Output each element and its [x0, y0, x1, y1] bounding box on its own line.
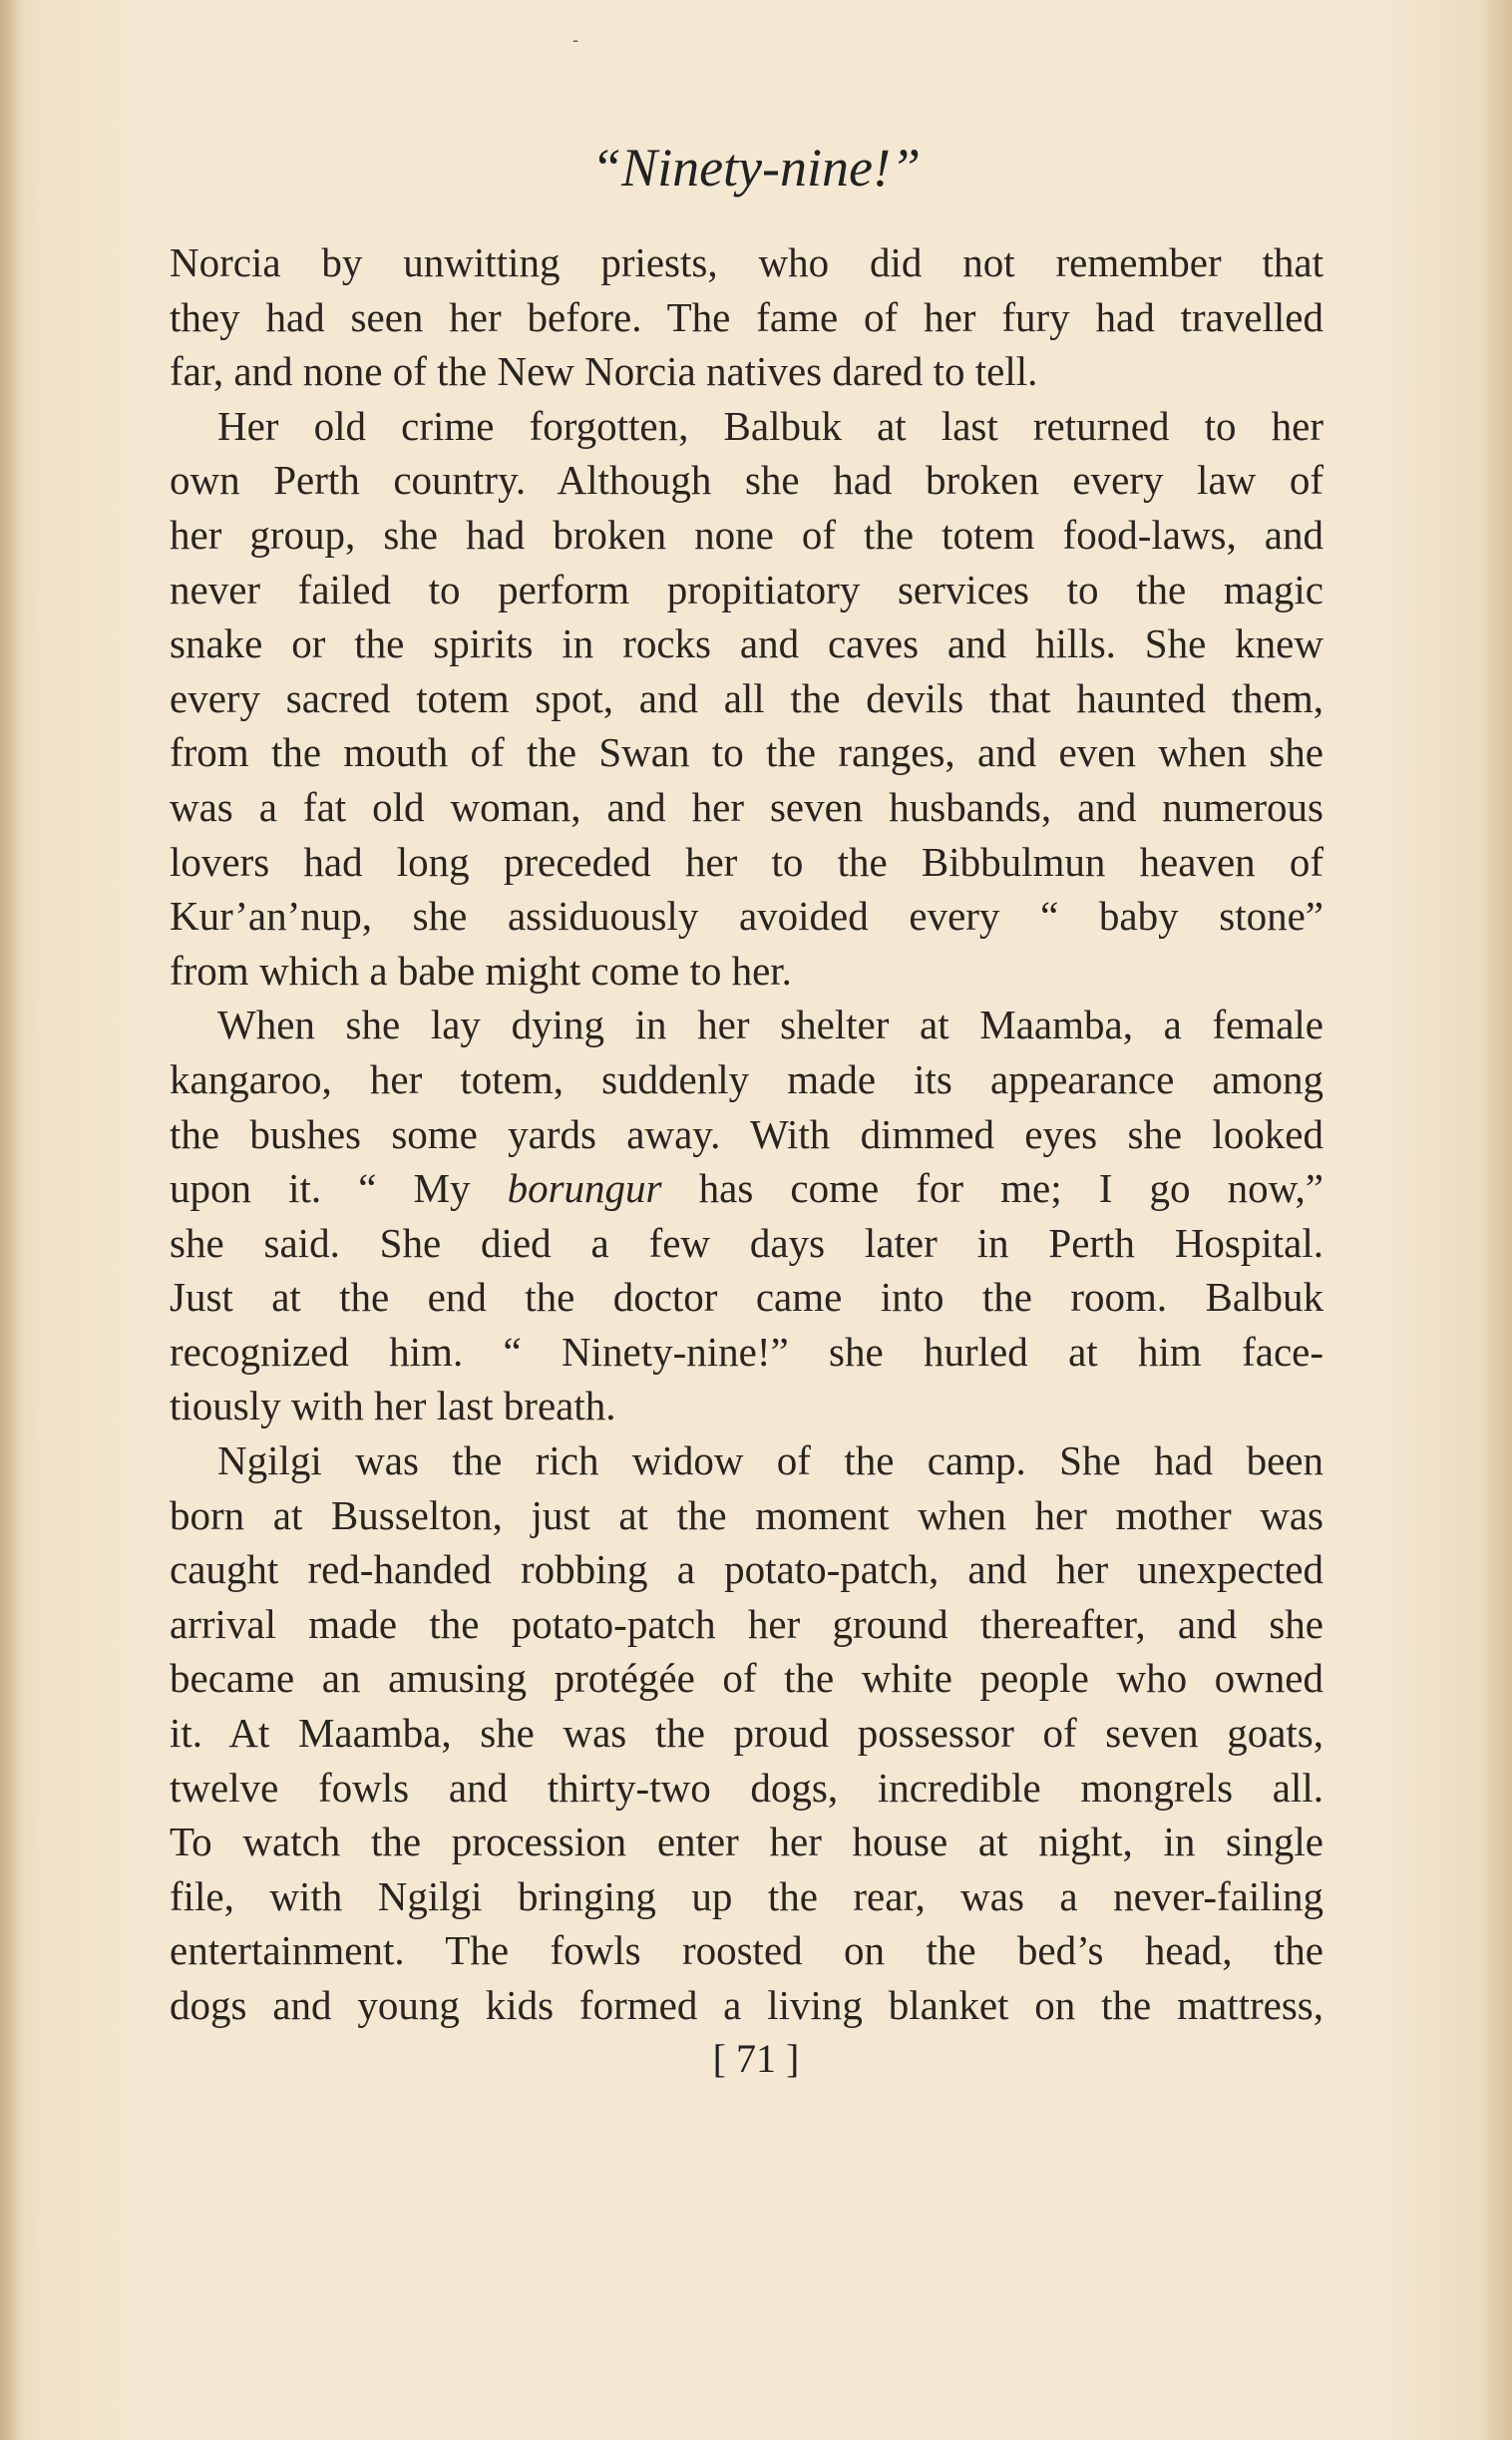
text-line: they had seen her before. The fame of her fury had travelled — [170, 293, 1323, 340]
text-line: twelve fowls and thirty-two dogs, incredible mongrels all. — [170, 1764, 1323, 1811]
running-head: “Ninety-nine!” — [591, 138, 921, 198]
italic-word: borungur — [507, 1165, 662, 1212]
text-line: Kur’an’nup, she assiduously avoided every “ baby stone” — [170, 893, 1323, 940]
stray-mark: ‑ — [572, 30, 578, 50]
text-line: it. At Maamba, she was the proud possessor of seven goats, — [170, 1710, 1323, 1757]
text-line: the bushes some yards away. With dimmed eyes she looked — [170, 1110, 1323, 1157]
text-line: dogs and young kids formed a living blanket on the mattress, — [170, 1982, 1323, 2028]
text-line: never failed to perform propitiatory services to the magic — [170, 566, 1323, 612]
text-line: caught red-handed robbing a potato-patch, and her unexpected — [170, 1546, 1323, 1593]
text-line: far, and none of the New Norcia natives dared to tell. — [170, 348, 1038, 395]
text-line: she said. She died a few days later in Perth Hospital. — [170, 1219, 1323, 1266]
text-line: When she lay dying in her shelter at Maamba, a female — [217, 1002, 1323, 1048]
page-number: [ 71 ] — [712, 2036, 800, 2081]
text-line: arrival made the potato-patch her ground thereafter, and she — [170, 1600, 1323, 1647]
text-line: snake or the spirits in rocks and caves and hills. She knew — [170, 620, 1323, 667]
text-line: every sacred totem spot, and all the devils that haunted them, — [170, 674, 1323, 721]
text-line: Just at the end the doctor came into the room. Balbuk — [170, 1274, 1323, 1321]
text-line: Her old crime forgotten, Balbuk at last returned to her — [217, 402, 1323, 449]
text-line: entertainment. The fowls roosted on the bed’s head, the — [170, 1927, 1323, 1974]
text-line: born at Busselton, just at the moment when her mother was — [170, 1491, 1323, 1538]
text-line: kangaroo, her totem, suddenly made its appearance among — [170, 1055, 1323, 1102]
text-line: from which a babe might come to her. — [170, 947, 792, 994]
text-line: Ngilgi was the rich widow of the camp. She had been — [217, 1437, 1323, 1484]
text-line: from the mouth of the Swan to the ranges, and even when she — [170, 729, 1323, 776]
text-line: own Perth country. Although she had broken every law of — [170, 457, 1323, 504]
body-text — [170, 235, 1323, 2033]
text-line: To watch the procession enter her house at night, in single — [170, 1819, 1323, 1865]
text-line: Norcia by unwitting priests, who did not remember that — [170, 239, 1323, 285]
text-line: her group, she had broken none of the totem food-laws, and — [170, 511, 1323, 558]
text-line: upon it. “ My borungur has come for me; I go now,” — [170, 1165, 1323, 1212]
text-line: became an amusing protégée of the white people who owned — [170, 1655, 1323, 1702]
text-line: recognized him. “ Ninety-nine!” she hurled at him face- — [170, 1328, 1323, 1375]
text-line: tiously with her last breath. — [170, 1383, 616, 1429]
text-line: was a fat old woman, and her seven husbands, and numerous — [170, 783, 1323, 830]
text-line: file, with Ngilgi bringing up the rear, was a never-failing — [170, 1872, 1323, 1919]
text-line: lovers had long preceded her to the Bibbulmun heaven of — [170, 838, 1323, 885]
